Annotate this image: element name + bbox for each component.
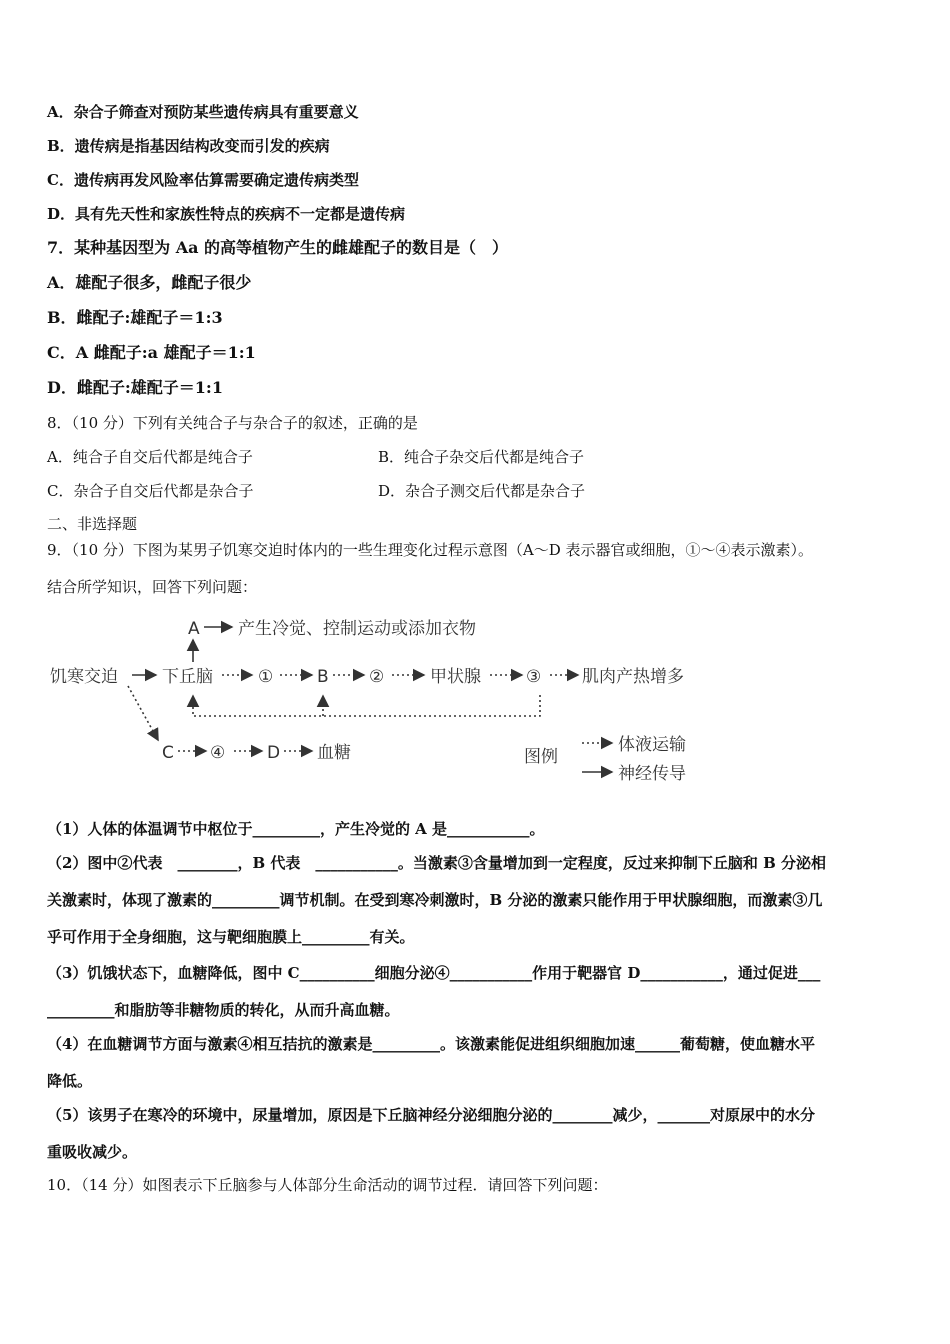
diagram-a-effect: 产生冷觉、控制运动或添加衣物 — [238, 619, 476, 639]
q9-sub1: （1）人体的体温调节中枢位于_________，产生冷觉的 A 是___________。 — [47, 820, 545, 838]
q8-option-b: B．纯合子杂交后代都是纯合子 — [378, 448, 585, 466]
diagram-node-b: B — [317, 667, 329, 687]
diagram-hypothalamus: 下丘脑 — [162, 667, 213, 687]
legend-body-fluid: 体液运输 — [618, 735, 686, 755]
legend-nerve: 神经传导 — [618, 764, 686, 784]
q9-sub3-line1: （3）饥饿状态下，血糖降低，图中 C__________细胞分泌④___________作用于靶器官 D___________，通过促进___ — [47, 964, 821, 982]
diagram-node-d: D — [267, 743, 281, 763]
q9-diagram — [0, 600, 950, 800]
legend-title: 图例 — [524, 747, 558, 767]
section-heading: 二、非选择题 — [47, 515, 138, 533]
branch-arrow-start-c — [128, 686, 158, 740]
diagram-node-c: C — [162, 743, 174, 763]
q6-option-d: D．具有先天性和家族性特点的疾病不一定都是遗传病 — [47, 205, 406, 223]
diagram-hormone-1: ① — [258, 667, 274, 687]
q9-stem-line2: 结合所学知识，回答下列问题： — [47, 578, 258, 596]
q6-option-b: B．遗传病是指基因结构改变而引发的疾病 — [47, 137, 330, 155]
q8-option-d: D．杂合子测交后代都是杂合子 — [378, 482, 586, 500]
q9-sub5-line1: （5）该男子在寒冷的环境中，尿量增加，原因是下丘脑神经分泌细胞分泌的________减少，_______对原尿中的水分 — [47, 1106, 815, 1124]
q7-option-b: B．雌配子:雄配子＝1:3 — [47, 308, 223, 327]
feedback-arrow-hypo — [193, 695, 540, 716]
q9-sub5-line2: 重吸收减少。 — [47, 1143, 138, 1161]
q8-stem: 8．（10 分）下列有关纯合子与杂合子的叙述，正确的是 — [47, 414, 418, 432]
diagram-start: 饥寒交迫 — [50, 667, 118, 687]
q8-option-c: C．杂合子自交后代都是杂合子 — [47, 482, 254, 500]
q6-option-c: C．遗传病再发风险率估算需要确定遗传病类型 — [47, 171, 359, 189]
q9-sub4 — [47, 1026, 907, 1100]
q9-sub2-line2: 关激素时，体现了激素的_________调节机制。在受到寒冷刺激时，B 分泌的激素只能作用于甲状腺细胞，而激素③几 — [47, 891, 823, 909]
diagram-hormone-4: ④ — [210, 743, 226, 763]
diagram-thyroid: 甲状腺 — [430, 667, 481, 687]
q7-stem: 7．某种基因型为 Aa 的高等植物产生的雌雄配子的数目是（ ） — [47, 238, 509, 257]
q7-option-c: C．A 雌配子:a 雄配子＝1:1 — [47, 343, 256, 362]
q7-option-d: D．雌配子:雄配子＝1:1 — [47, 378, 223, 397]
diagram-glucose: 血糖 — [317, 743, 351, 763]
q9-sub4-line2: 降低。 — [47, 1072, 93, 1090]
q9-sub2-line1: （2）图中②代表 ________，B 代表 ___________。当激素③含量增加到一定程度，反过来抑制下丘脑和 B 分泌相 — [47, 854, 826, 872]
q10-stem: 10．（14 分）如图表示下丘脑参与人体部分生命活动的调节过程．请回答下列问题： — [47, 1176, 608, 1194]
q9-sub3 — [47, 955, 907, 1029]
q9-sub4-line1: （4）在血糖调节方面与激素④相互拮抗的激素是_________。该激素能促进组织细胞加速______葡萄糖，使血糖水平 — [47, 1035, 815, 1053]
q9-stem-line1: 9．（10 分）下图为某男子饥寒交迫时体内的一些生理变化过程示意图（A～D 表示器官或细胞，①～④表示激素）。 — [47, 541, 814, 559]
q8-option-a: A．纯合子自交后代都是纯合子 — [47, 448, 253, 466]
q9-sub5 — [47, 1097, 907, 1171]
diagram-hormone-2: ② — [369, 667, 385, 687]
diagram-effect: 肌肉产热增多 — [582, 667, 684, 687]
q9-sub2 — [47, 845, 907, 956]
q6-option-a: A．杂合子筛查对预防某些遗传病具有重要意义 — [47, 103, 359, 121]
q9-sub3-line2: _________和脂肪等非糖物质的转化，从而升高血糖。 — [47, 1001, 400, 1019]
diagram-node-a: A — [188, 619, 200, 639]
q7-option-a: A．雄配子很多，雌配子很少 — [47, 273, 252, 292]
diagram-hormone-3: ③ — [526, 667, 542, 687]
q9-sub2-line3: 乎可作用于全身细胞，这与靶细胞膜上_________有关。 — [47, 928, 415, 946]
